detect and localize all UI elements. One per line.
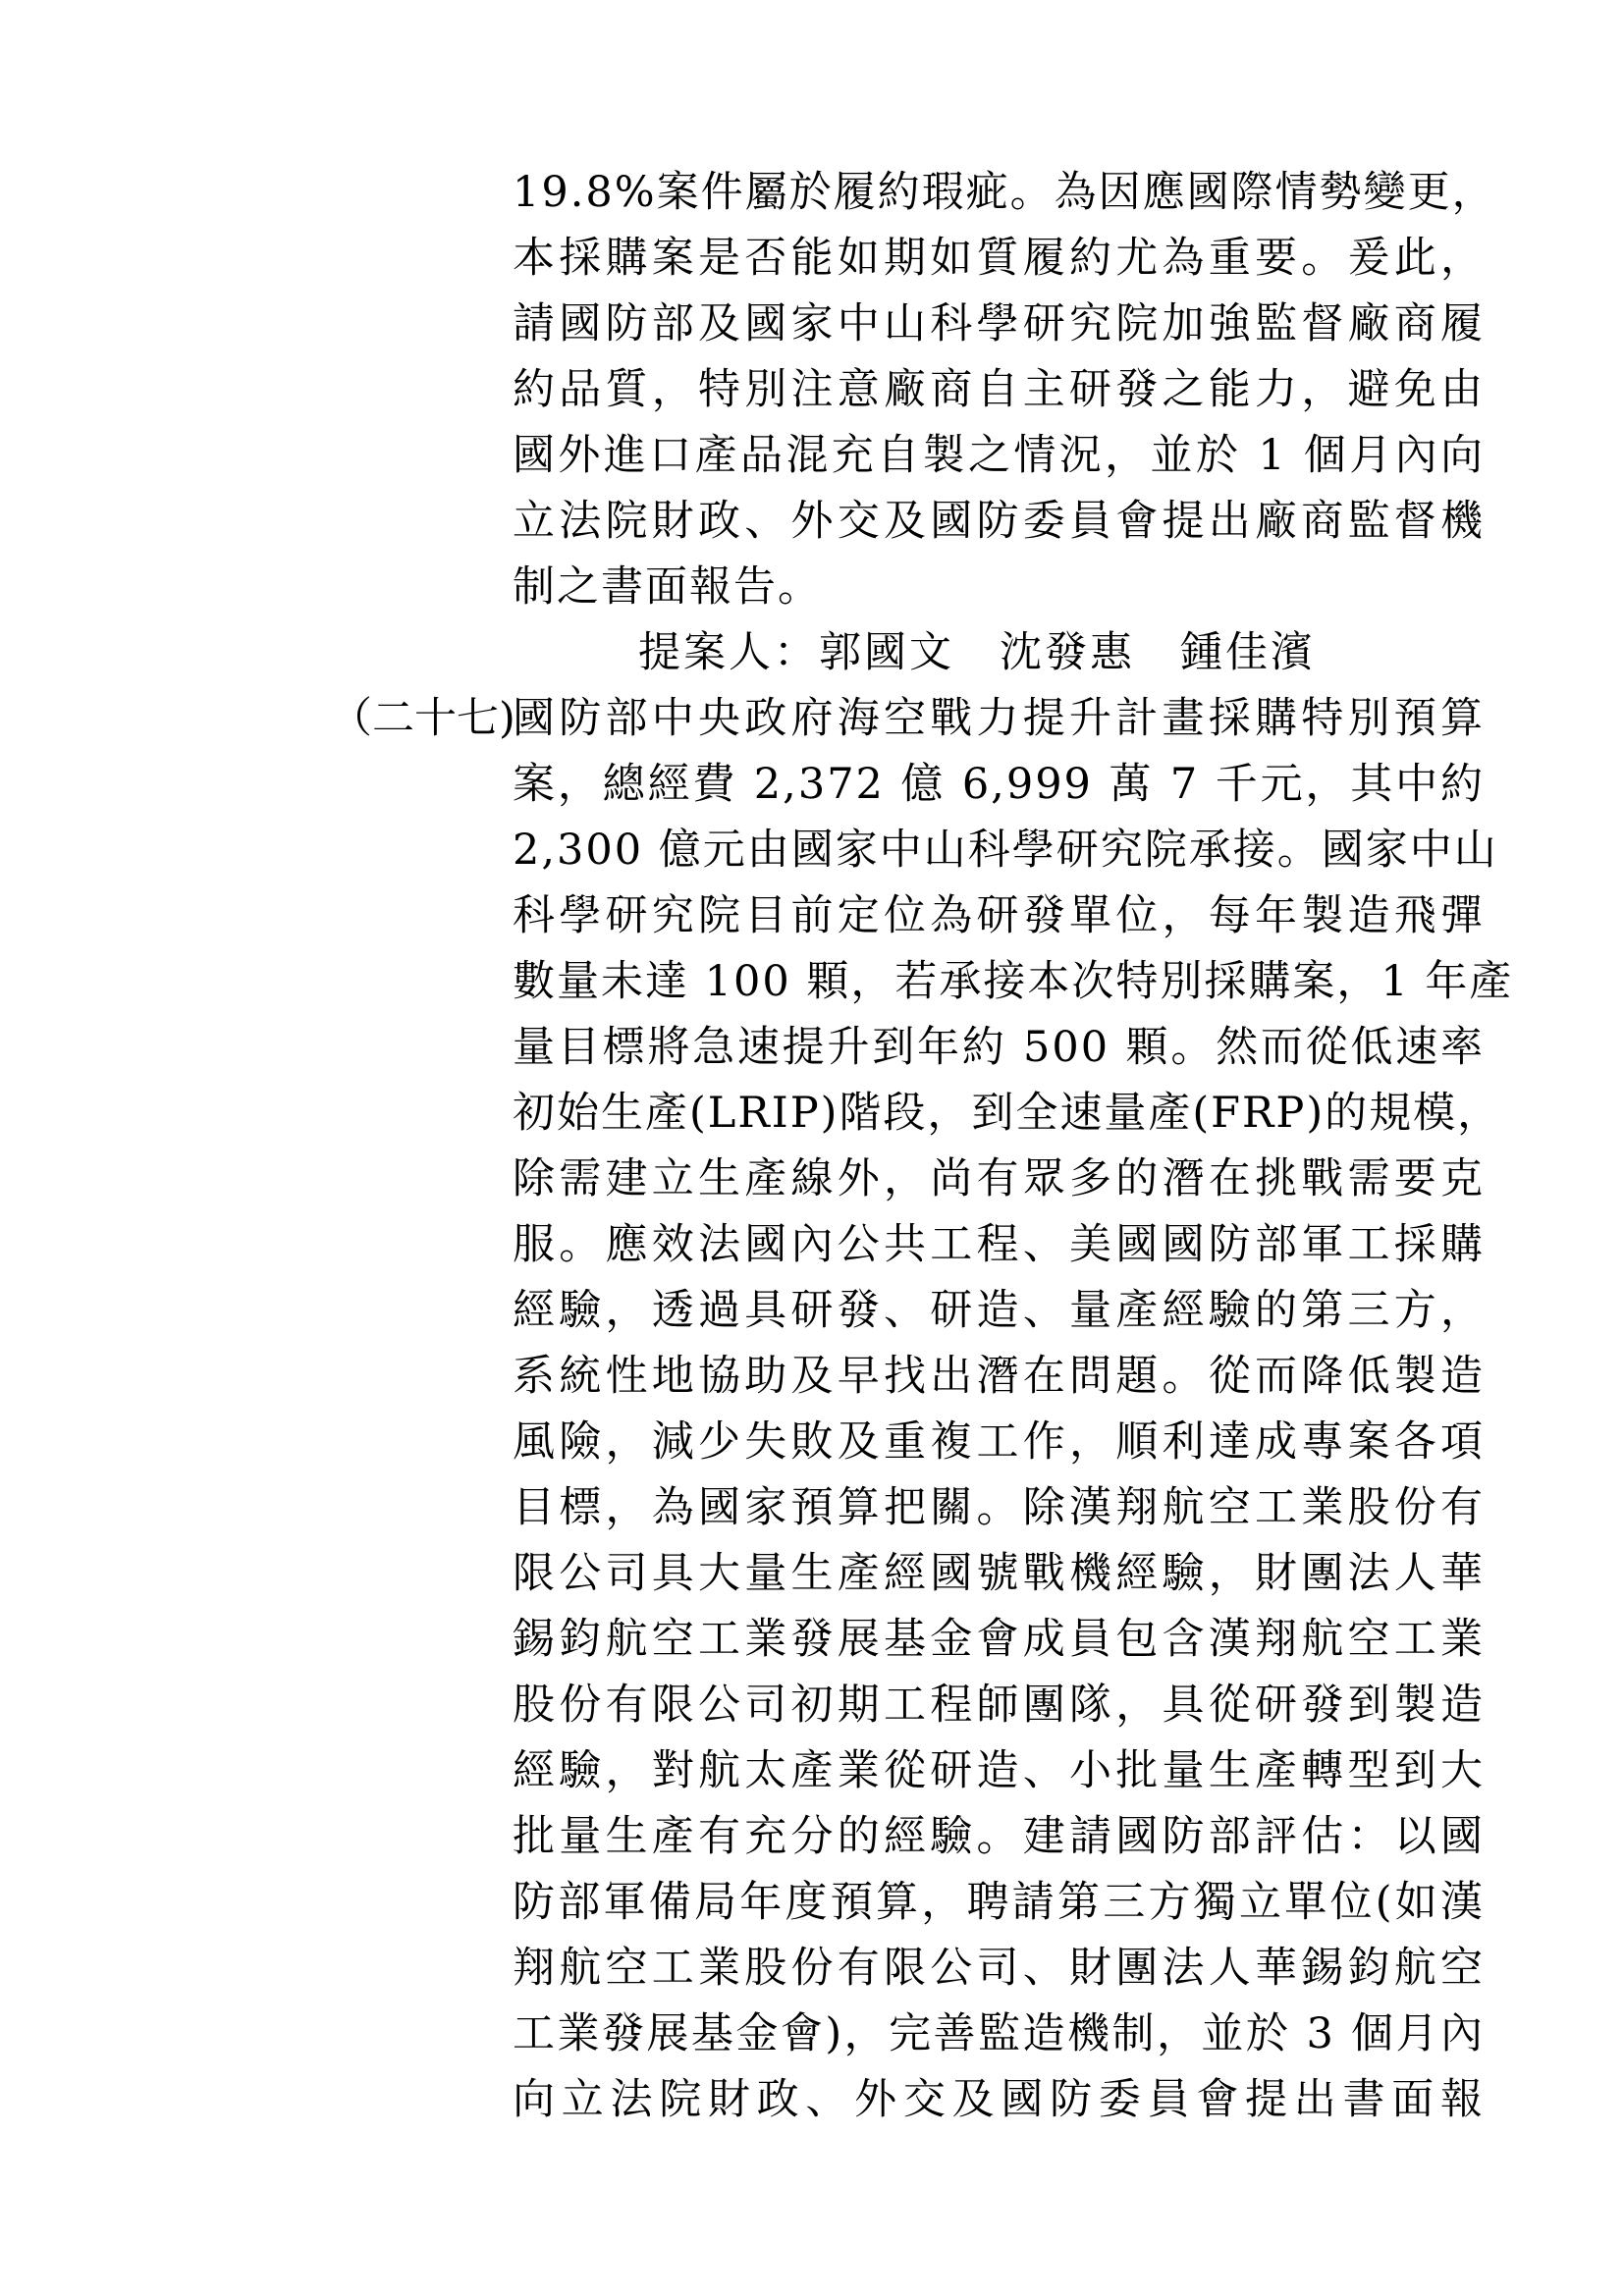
paragraph-line: 國防部中央政府海空戰力提升計畫採購特別預算 — [513, 694, 1485, 743]
paragraph-line: 翔航空工業股份有限公司、財團法人華錫鈞航空 — [513, 1944, 1485, 1993]
paragraph-line: 風險，減少失敗及重複工作，順利達成專案各項 — [513, 1417, 1485, 1467]
paragraph-line: 本採購案是否能如期如質履約尤為重要。爰此， — [513, 234, 1485, 283]
paragraph-line: 批量生產有充分的經驗。建請國防部評估：以國 — [513, 1812, 1485, 1861]
paragraph-line: 限公司具大量生產經國號戰機經驗，財團法人華 — [513, 1549, 1485, 1598]
paragraph-line: 請國防部及國家中山科學研究院加強監督廠商履 — [513, 299, 1485, 348]
paragraph-line: 案，總經費 2,372 億 6,999 萬 7 千元，其中約 — [513, 760, 1485, 809]
paragraph-line: 除需建立生產線外，尚有眾多的潛在挑戰需要克 — [513, 1154, 1485, 1203]
paragraph-line: 量目標將急速提升到年約 500 顆。然而從低速率 — [513, 1023, 1485, 1072]
paragraph-line: 股份有限公司初期工程師團隊，具從研發到製造 — [513, 1681, 1485, 1730]
paragraph-line: 國外進口產品混充自製之情況，並於 1 個月內向 — [513, 431, 1485, 480]
paragraph-line: 服。應效法國內公共工程、美國國防部軍工採購 — [513, 1220, 1485, 1269]
paragraph-line: 經驗，透過具研發、研造、量產經驗的第三方， — [513, 1286, 1485, 1335]
paragraph-line: 2,300 億元由國家中山科學研究院承接。國家中山 — [513, 826, 1498, 875]
paragraph-line: 工業發展基金會)，完善監造機制，並於 3 個月內 — [513, 2009, 1485, 2058]
paragraph-line: 數量未達 100 顆，若承接本次特別採購案，1 年產 — [513, 957, 1514, 1006]
proposer-line: 提案人：郭國文 沈發惠 鍾佳濱 — [638, 628, 1316, 677]
paragraph-line: 錫鈞航空工業發展基金會成員包含漢翔航空工業 — [513, 1615, 1485, 1664]
paragraph-line: 經驗，對航太產業從研造、小批量生產轉型到大 — [513, 1746, 1485, 1795]
item-number: （二十七) — [330, 694, 515, 743]
paragraph-line: 初始生產(LRIP)階段，到全速量產(FRP)的規模， — [513, 1089, 1502, 1138]
paragraph-line: 制之書面報告。 — [513, 562, 822, 612]
paragraph-line: 目標，為國家預算把關。除漢翔航空工業股份有 — [513, 1483, 1485, 1532]
paragraph-line: 向立法院財政、外交及國防委員會提出書面報 — [513, 2075, 1485, 2124]
paragraph-line: 約品質，特別注意廠商自主研發之能力，避免由 — [513, 365, 1485, 414]
paragraph-line: 系統性地協助及早找出潛在問題。從而降低製造 — [513, 1352, 1485, 1401]
paragraph-line: 防部軍備局年度預算，聘請第三方獨立單位(如漢 — [513, 1878, 1485, 1927]
paragraph-line: 科學研究院目前定位為研發單位，每年製造飛彈 — [513, 891, 1485, 940]
paragraph-line: 立法院財政、外交及國防委員會提出廠商監督機 — [513, 497, 1485, 546]
paragraph-line: 19.8%案件屬於履約瑕疵。為因應國際情勢變更， — [513, 168, 1496, 217]
